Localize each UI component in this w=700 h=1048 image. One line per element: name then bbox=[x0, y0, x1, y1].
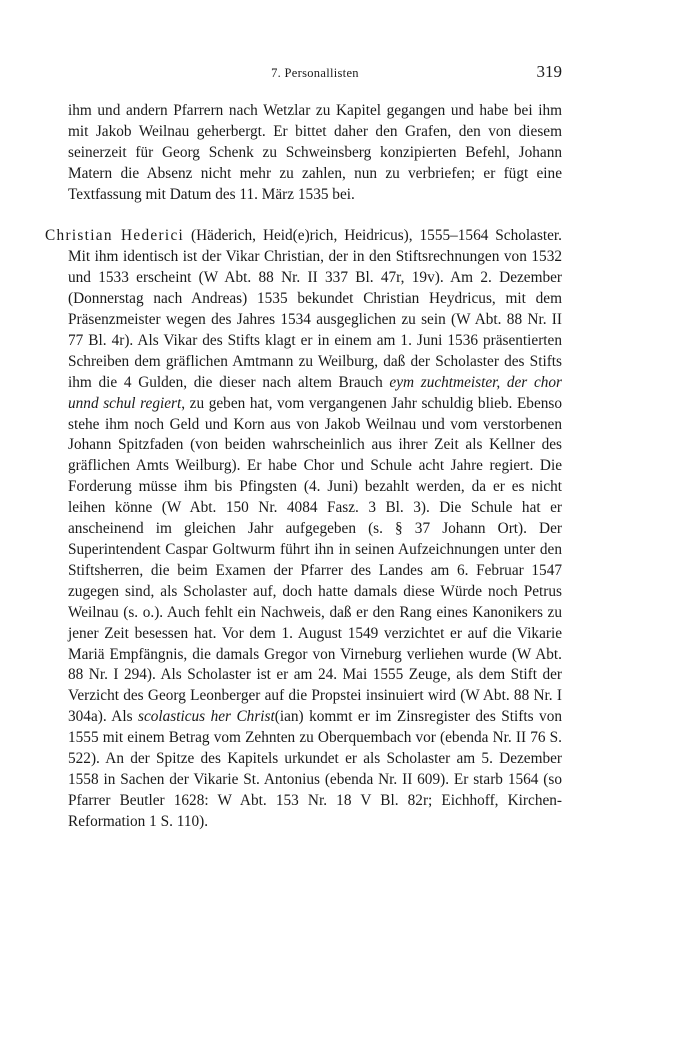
entry-text-outro: kommt er im Zinsregister des Stifts von 1555 mit einem Betrag vom Zehnten zu Oberquembach vor (ebenda Nr. II 76 S. 522). An der Spitze des Kapitels urkundet er als Scholaster am 5. Dezember 1558 in Sachen der Vikarie St. Antonius (ebenda Nr. II 609). Er starb 1564 (so Pfarrer Beutler 1628: W Abt. 153 Nr. 18 V Bl. 82r; Eichhoff, Kirchen-Reformation 1 S. 110). bbox=[68, 708, 562, 830]
entry-quote-scolasticus: scolasticus her Christ bbox=[138, 708, 275, 726]
body-text bbox=[45, 101, 562, 833]
person-entry bbox=[45, 226, 562, 832]
page-number: 319 bbox=[536, 62, 562, 81]
entry-quote-tail: (ian) bbox=[274, 708, 304, 726]
entry-quote-zuchtmeister: eym zuchtmeister, der chor unnd schul regiert bbox=[68, 373, 562, 412]
entry-text-intro: (Häderich, Heid(e)rich, Heidricus), 1555–1564 Scholaster. Mit ihm identisch ist der Vikar Christian, der in den Stiftsrechnungen von 1532 und 1533 erscheint (W Abt. 88 Nr. II 337 Bl. 47r, 19v). Am 2. Dezember (Donnerstag nach Andreas) 1535 bekundet Christian Heydricus, mit dem Präsenzmeister wegen des Jahres 1534 ausgeglichen zu sein (W Abt. 88 Nr. II 77 Bl. 4r). Als Vikar des Stifts klagt er in einem am 1. Juni 1536 präsentierten Schreiben dem gräflichen Amtmann zu Weilburg, daß der Scholaster des Stifts ihm die 4 Gulden, die dieser nach altem Brauch bbox=[68, 227, 563, 391]
entry-name: Christian Hederici bbox=[45, 227, 185, 245]
running-title: 7. Personallisten bbox=[271, 66, 359, 80]
entry-text-middle: , zu geben hat, vom vergangenen Jahr schuldig blieb. Ebenso stehe ihm noch Geld und Korn aus von Jakob Weilnau und vom verstorbenen Johann Spitzfaden (von beiden wahrscheinlich aus ihrer Zeit als Kellner des gräflichen Amts Weilburg). Er habe Chor und Schule acht Jahre regiert. Die Forderung müsse ihm bis Pfingsten (4. Juni) bezahlt werden, da er es nicht leihen könne (W Abt. 150 Nr. 4084 Fasz. 3 Bl. 3). Die Schule hat er anscheinend im gleichen Jahr aufgegeben (s. § 37 Johann Ort). Der Superintendent Caspar Goltwurm führt ihn in seinen Aufzeichnungen unter den Stiftsherren, die beim Examen der Pfarrer des Landes am 6. Februar 1547 zugegen sind, als Scholaster auf, doch hatte damals diese Würde noch Petrus Weilnau (s. o.). Auch fehlt ein Nachweis, daß er den Rang eines Kanonikers zu jener Zeit besessen hat. Vor dem 1. August 1549 verzichtet er auf die Vikarie Mariä Empfängnis, die damals Gregor von Virneburg verliehen wurde (W Abt. 88 Nr. I 294). Als Scholaster ist er am 24. Mai 1555 Zeuge, als dem Stift der Verzicht des Georg Leonberger auf die Propstei insinuiert wird (W Abt. 88 Nr. I 304a). Als bbox=[68, 394, 562, 726]
running-head bbox=[68, 62, 562, 86]
continuation-paragraph: ihm und andern Pfarrern nach Wetzlar zu Kapitel gegangen und habe bei ihm mit Jakob Weilnau geherbergt. Er bittet daher den Grafen, den von diesem seinerzeit für Georg Schenk zu Schweinsberg konzipierten Befehl, Johann Matern die Absenz nicht mehr zu zahlen, nun zu verbriefen; er fügt eine Textfassung mit Datum des 11. März 1535 bei. bbox=[68, 102, 562, 203]
